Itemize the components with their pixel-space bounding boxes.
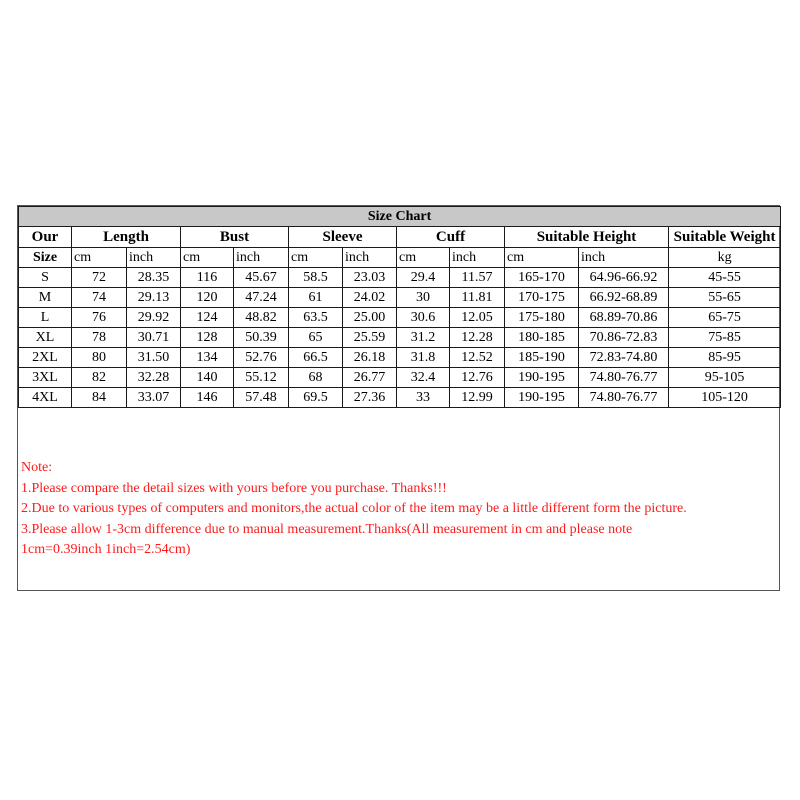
table-cell: 124 xyxy=(181,308,234,328)
table-cell: 76 xyxy=(72,308,127,328)
unit-row xyxy=(19,248,781,268)
table-cell: 26.77 xyxy=(343,368,397,388)
table-cell: 12.05 xyxy=(450,308,505,328)
table-cell: 12.76 xyxy=(450,368,505,388)
table-cell: 68 xyxy=(289,368,343,388)
size-label-cell: M xyxy=(19,288,72,308)
table-cell: 27.36 xyxy=(343,388,397,408)
table-cell: 63.5 xyxy=(289,308,343,328)
table-cell: 50.39 xyxy=(234,328,289,348)
table-cell: 32.28 xyxy=(127,368,181,388)
table-cell: 65 xyxy=(289,328,343,348)
table-cell: 32.4 xyxy=(397,368,450,388)
table-cell: 190-195 xyxy=(505,388,579,408)
unit-size: Size xyxy=(19,248,72,268)
table-cell: 12.52 xyxy=(450,348,505,368)
title-row xyxy=(19,207,781,227)
header-our: Our xyxy=(19,227,72,248)
table-cell: 180-185 xyxy=(505,328,579,348)
size-label-cell: 2XL xyxy=(19,348,72,368)
table-cell: 175-180 xyxy=(505,308,579,328)
table-cell: 48.82 xyxy=(234,308,289,328)
table-cell: 28.35 xyxy=(127,268,181,288)
header-suitable-weight: Suitable Weight xyxy=(669,227,781,248)
table-cell: 69.5 xyxy=(289,388,343,408)
table-cell: 24.02 xyxy=(343,288,397,308)
table-cell: 11.81 xyxy=(450,288,505,308)
table-cell: 64.96-66.92 xyxy=(579,268,669,288)
size-label-cell: 3XL xyxy=(19,368,72,388)
unit-bust-inch: inch xyxy=(234,248,289,268)
table-cell: 25.00 xyxy=(343,308,397,328)
table-cell: 170-175 xyxy=(505,288,579,308)
table-cell: 47.24 xyxy=(234,288,289,308)
table-cell: 23.03 xyxy=(343,268,397,288)
table-cell: 33.07 xyxy=(127,388,181,408)
table-cell: 31.2 xyxy=(397,328,450,348)
notes-heading: Note: xyxy=(21,460,53,475)
unit-length-cm: cm xyxy=(72,248,127,268)
table-cell: 65-75 xyxy=(669,308,781,328)
table-cell: 12.28 xyxy=(450,328,505,348)
table-row xyxy=(19,348,781,368)
unit-height-cm: cm xyxy=(505,248,579,268)
table-cell: 68.89-70.86 xyxy=(579,308,669,328)
table-cell: 33 xyxy=(397,388,450,408)
table-cell: 75-85 xyxy=(669,328,781,348)
table-cell: 52.76 xyxy=(234,348,289,368)
table-cell: 165-170 xyxy=(505,268,579,288)
size-chart-frame xyxy=(17,205,780,591)
table-cell: 120 xyxy=(181,288,234,308)
table-row xyxy=(19,308,781,328)
size-chart-table xyxy=(18,206,781,408)
table-cell: 116 xyxy=(181,268,234,288)
table-row xyxy=(19,268,781,288)
unit-cuff-cm: cm xyxy=(397,248,450,268)
table-cell: 85-95 xyxy=(669,348,781,368)
table-cell: 30.71 xyxy=(127,328,181,348)
header-suitable-height: Suitable Height xyxy=(505,227,669,248)
note-line: 1.Please compare the detail sizes with yours before you purchase. Thanks!!! xyxy=(21,480,447,496)
header-bust: Bust xyxy=(181,227,289,248)
note-line: 1cm=0.39inch 1inch=2.54cm) xyxy=(21,542,191,557)
table-cell: 29.4 xyxy=(397,268,450,288)
table-cell: 128 xyxy=(181,328,234,348)
table-cell: 55.12 xyxy=(234,368,289,388)
unit-weight-kg: kg xyxy=(669,248,781,268)
note-line: 3.Please allow 1-3cm difference due to manual measurement.Thanks(All measurement in cm and please note xyxy=(21,521,633,537)
table-cell: 82 xyxy=(72,368,127,388)
table-cell: 134 xyxy=(181,348,234,368)
size-rows xyxy=(19,268,781,408)
table-cell: 74.80-76.77 xyxy=(579,368,669,388)
table-row xyxy=(19,288,781,308)
table-cell: 31.50 xyxy=(127,348,181,368)
table-cell: 72.83-74.80 xyxy=(579,348,669,368)
table-cell: 84 xyxy=(72,388,127,408)
table-cell: 11.57 xyxy=(450,268,505,288)
table-cell: 185-190 xyxy=(505,348,579,368)
notes-block xyxy=(21,458,776,561)
table-cell: 31.8 xyxy=(397,348,450,368)
table-cell: 95-105 xyxy=(669,368,781,388)
table-cell: 58.5 xyxy=(289,268,343,288)
table-cell: 70.86-72.83 xyxy=(579,328,669,348)
unit-height-inch: inch xyxy=(579,248,669,268)
size-label-cell: L xyxy=(19,308,72,328)
unit-bust-cm: cm xyxy=(181,248,234,268)
table-cell: 66.92-68.89 xyxy=(579,288,669,308)
header-cuff: Cuff xyxy=(397,227,505,248)
table-cell: 29.13 xyxy=(127,288,181,308)
size-label-cell: XL xyxy=(19,328,72,348)
table-cell: 190-195 xyxy=(505,368,579,388)
header-length: Length xyxy=(72,227,181,248)
unit-cuff-inch: inch xyxy=(450,248,505,268)
table-row xyxy=(19,368,781,388)
table-cell: 55-65 xyxy=(669,288,781,308)
table-cell: 146 xyxy=(181,388,234,408)
table-cell: 72 xyxy=(72,268,127,288)
table-cell: 66.5 xyxy=(289,348,343,368)
table-cell: 74.80-76.77 xyxy=(579,388,669,408)
table-cell: 57.48 xyxy=(234,388,289,408)
table-cell: 61 xyxy=(289,288,343,308)
table-cell: 29.92 xyxy=(127,308,181,328)
table-row xyxy=(19,388,781,408)
table-cell: 26.18 xyxy=(343,348,397,368)
table-cell: 30 xyxy=(397,288,450,308)
table-cell: 74 xyxy=(72,288,127,308)
table-cell: 78 xyxy=(72,328,127,348)
table-cell: 25.59 xyxy=(343,328,397,348)
header-sleeve: Sleeve xyxy=(289,227,397,248)
header-row xyxy=(19,227,781,248)
unit-length-inch: inch xyxy=(127,248,181,268)
table-cell: 80 xyxy=(72,348,127,368)
size-label-cell: S xyxy=(19,268,72,288)
table-row xyxy=(19,328,781,348)
table-cell: 140 xyxy=(181,368,234,388)
table-cell: 30.6 xyxy=(397,308,450,328)
note-line: 2.Due to various types of computers and monitors,the actual color of the item may be a little different form the picture. xyxy=(21,501,687,516)
table-title: Size Chart xyxy=(19,207,781,227)
unit-sleeve-inch: inch xyxy=(343,248,397,268)
unit-sleeve-cm: cm xyxy=(289,248,343,268)
table-cell: 105-120 xyxy=(669,388,781,408)
table-cell: 45.67 xyxy=(234,268,289,288)
size-label-cell: 4XL xyxy=(19,388,72,408)
table-cell: 12.99 xyxy=(450,388,505,408)
table-cell: 45-55 xyxy=(669,268,781,288)
